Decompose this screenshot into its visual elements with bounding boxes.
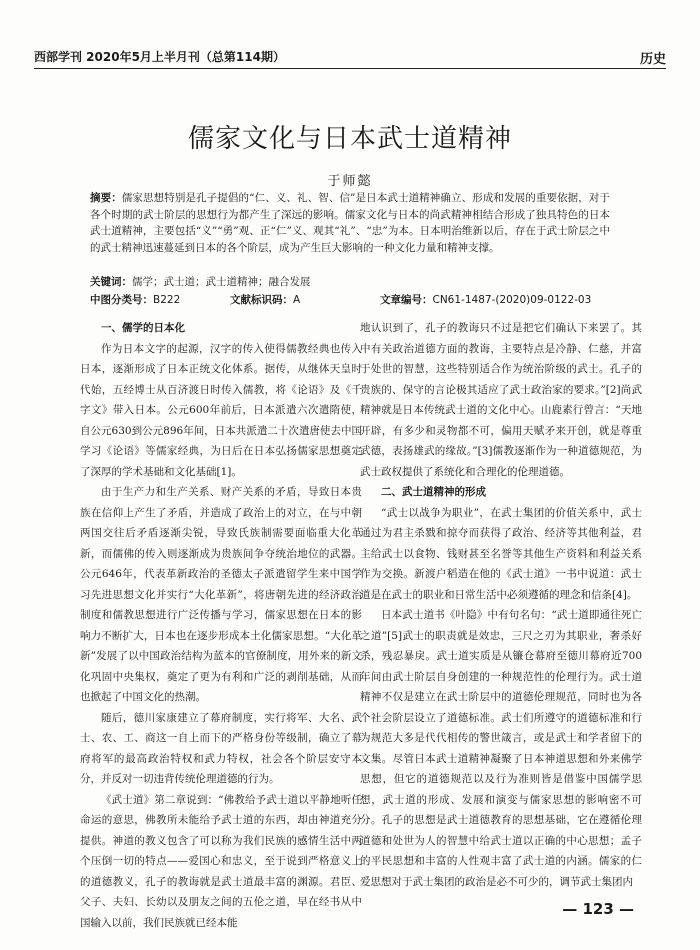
abstract <box>90 190 610 256</box>
keywords <box>90 274 610 290</box>
abstract-label: 摘要： <box>90 192 122 204</box>
paragraph: “武士以战争为职业”，在武士集团的价值关系中，武士通过为君主杀戮和掠夺而获得了政治、经济等其他利益，君主给武士以食物、钱财甚至名誉等其他生产资料和利益关系作为交换。新渡户稻造在他的《武士道》一书中说道：武士道是在武士的职业和日常生活中必须遵循的理念和信条[4]。 <box>360 506 642 601</box>
journal-info: 西部学刊 2020年5月上半月刊（总第114期） <box>34 50 285 64</box>
section-heading: 一、儒学的日本化 <box>101 322 185 334</box>
paragraph: 《武士道》第二章说到：“佛教给予武士道以平静地听任命运的意思，佛教所未能给予武士道的东西，却由神道充分提供。神道的教义包含了可以称为我们民族的感情生活中两个压倒一切的特点——爱国心和忠义，至于说到严格意义上的道德教义，孔子的教诲就是武士道最丰富的渊源。君臣、父子、夫妇、长幼以及朋友之间的五伦之道，早在经书从中国输入以前，我们民族就已经本能 <box>80 793 362 929</box>
paragraph: 地认识到了，孔子的教诲只不过是把它们确认下来罢了。其中有关政治道德方面的教诲，主要特点是冷静、仁慈，并富于处世的智慧，这些特别适合作为统治阶级的武士。孔子的贵族的、保守的言论极其适应了武士政治家的要求。”[2]尚武精神就是日本传统武士道的文化中心。山鹿素行曾言：“天地开辟，有多少和灵物都不可，偏用天赋矛来开创，就是尊重武德，表扬雄武的缘故。”[3]儒教逐渐作为一种道德规范，为武士政权提供了系统化和合理化的伦理道德。 <box>360 322 642 478</box>
classification-info <box>90 292 630 308</box>
running-header <box>34 46 666 69</box>
right-column <box>360 318 642 892</box>
page-number: — 123 — <box>562 900 634 918</box>
clc-number: 中图分类号：B222 <box>90 294 181 306</box>
keywords-text: 儒学；武士道；武士道精神；融合发展 <box>132 276 311 288</box>
abstract-text: 儒家思想特别是孔子提倡的“仁、义、礼、智、信”是日本武士道精神确立、形成和发展的重要依据，对于各个时期的武士阶层的思想行为都产生了深远的影响。儒家文化与日本的尚武精神相结合形成了独具特色的日本武士道精神，主要包括“义”“勇”观、正“仁”义、观其“礼”、“忠”为本。日本明治维新以后，存在于武士阶层之中的武士精神迅速蔓延到日本的各个阶层，成为产生巨大影响的一种文化力量和精神支撑。 <box>90 192 611 254</box>
paragraph: 作为日本文字的起源，汉字的传入使得儒教经典也传入日本，逐渐形成了日本正统文化体系。据传，从继体天皇时代始，五经博士从百济渡日时传入儒教，将《论语》及《千字文》带入日本。公元600年前后，日本派遣六次遣隋使，自公元630到公元896年间，日本共派遣二十次遣唐使去中国学习《论语》等儒家经典，为日后在日本弘扬儒家思想奠定了深厚的学术基础和文化基础[1]。 <box>80 342 362 478</box>
paragraph: 随后，德川家康建立了幕府制度，实行将军、大名、武士、农、工、商这一自上而下的严格身份等级制，确立了幕府将军的最高政治特权和武力特权，社会各个阶层安守本分，并反对一切违背传统伦理道德的行为。 <box>80 711 362 785</box>
article-author: 于师懿 <box>327 174 373 189</box>
keywords-label: 关键词： <box>90 276 132 288</box>
paragraph: 由于生产力和生产关系、财产关系的矛盾，导致日本贵族在信仰上产生了矛盾，并造成了政治上的对立，在与中朝两国交往后矛盾逐渐尖锐，导致氏族制需要面临重大化革新，而儒佛的传入则逐渐成为贵族间争夺统治地位的武器。公元646年，代表革新政治的圣德太子派遣留学生来中国学习先进思想文化并实行“大化革新”，将唐朝先进的经济政治制度和儒教思想进行广泛传播与学习，儒家思想在日本的影响力不断扩大，日本也在逐步形成本土化儒家思想。“大化革新”发展了以中国政治结构为蓝本的官僚制度，用外来的新文化巩固中央集权，奠定了更为有利和广泛的剥削基础，从而也掀起了中国文化的热潮。 <box>80 486 362 703</box>
document-code: 文献标识码：A <box>230 294 301 306</box>
paragraph: 日本武士道书《叶隐》中有句名句：“武士道即通往死亡之道”[5]武士的职责就是效忠，三尺之刃为其职业，奢杀好杀，残忍暴戾。武士道实质是从镰仓幕府至德川幕府近700年间由武士阶层自身创建的一种规范性的伦理行为。武士道精神不仅是建立在武士阶层中的道德伦理规范，同时也为各个社会阶层设立了道德标准。武士们所遵守的道德标准和行为规范大多是代代相传的警世箴言，或是武士和学者留下的文集。尽管日本武士道精神凝聚了日本神道思想和外来佛学思想，但它的道德规范以及行为准则皆是借鉴中国儒学思想，武士道的形成、发展和演变与儒家思想的影响密不可分。孔子的思想是武士道德教育的思想基础，它在遵循伦理道德和处世为人的智慧中给武士道以正确的中心思想；孟子的平民思想和丰富的人性观丰富了武士道的内涵。儒家的仁爱思想对于武士集团的政治是必不可少的，调节武士集团内 <box>360 609 642 888</box>
section-heading: 二、武士道精神的形成 <box>381 486 486 498</box>
section-label: 历史 <box>639 52 666 67</box>
article-title: 儒家文化与日本武士道精神 <box>187 124 512 154</box>
left-column <box>80 318 362 933</box>
article-number: 文章编号：CN61-1487-(2020)09-0122-03 <box>380 294 592 306</box>
